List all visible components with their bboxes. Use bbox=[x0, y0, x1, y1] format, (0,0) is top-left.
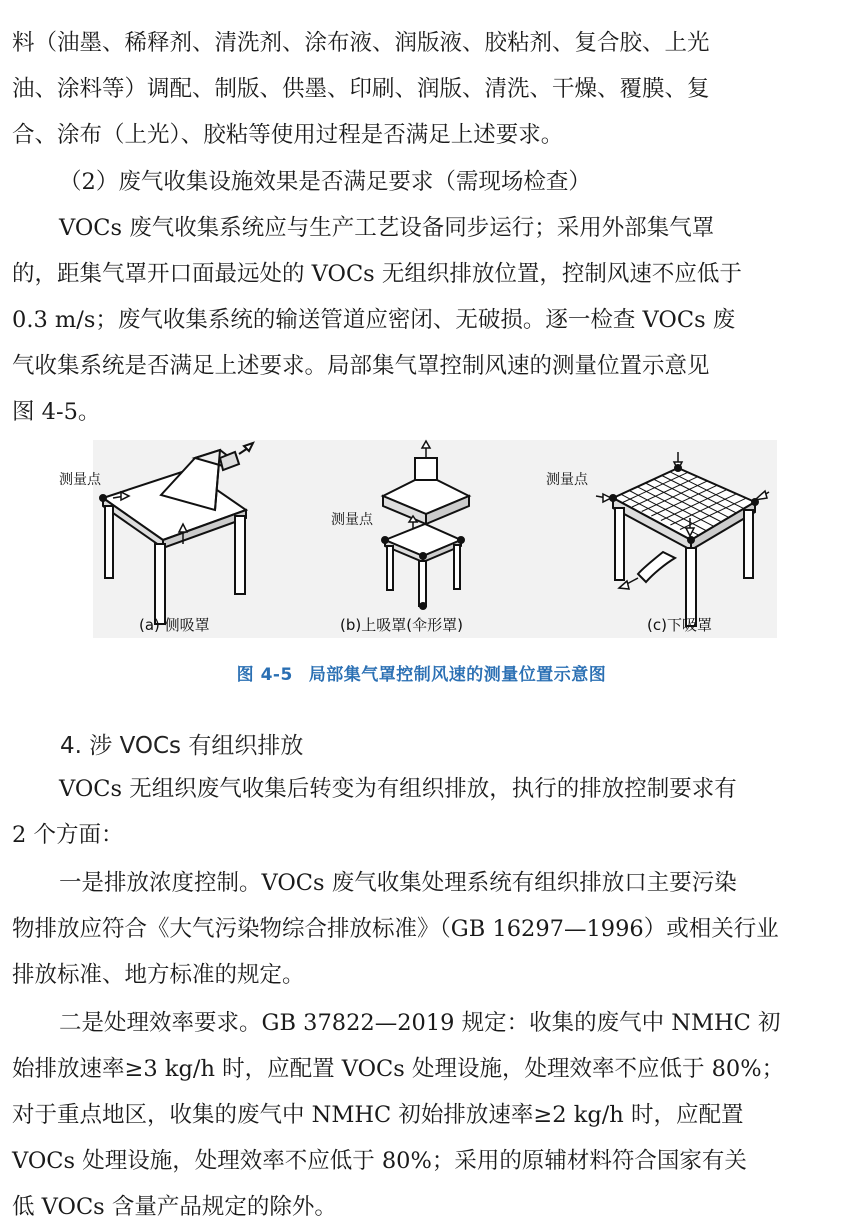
text-line: 合、涂布（上光）、胶粘等使用过程是否满足上述要求。 bbox=[12, 122, 564, 148]
label-b: 测量点 bbox=[331, 512, 373, 528]
text-line: 料（油墨、稀释剂、清洗剂、涂布液、润版液、胶粘剂、复合胶、上光 bbox=[12, 30, 710, 56]
text-line: 一是排放浓度控制。VOCs 废气收集处理系统有组织排放口主要污染 bbox=[59, 870, 737, 896]
text-line: 2 个方面： bbox=[12, 822, 124, 848]
text-line: 图 4-5。 bbox=[12, 399, 101, 425]
measure-point bbox=[688, 537, 694, 543]
paragraph-5 bbox=[12, 860, 824, 998]
paragraph-2 bbox=[12, 159, 824, 205]
text-line: 排放标准、地方标准的规定。 bbox=[12, 962, 305, 988]
text-line: 0.3 m/s；废气收集系统的输送管道应密闭、无破损。逐一检查 VOCs 废 bbox=[12, 307, 736, 333]
text-line: VOCs 处理设施，处理效率不应低于 80%；采用的原辅材料符合国家有关 bbox=[12, 1148, 747, 1174]
measure-point bbox=[420, 553, 426, 559]
figure-number: 图 4-5 bbox=[236, 665, 293, 685]
figure-4-5 bbox=[59, 440, 777, 638]
text-line: 油、涂料等）调配、制版、供墨、印刷、润版、清洗、干燥、覆膜、复 bbox=[12, 76, 710, 102]
paragraph-4 bbox=[12, 766, 824, 858]
paragraph-1 bbox=[12, 20, 824, 158]
paragraph-3 bbox=[12, 205, 824, 435]
text-line: 的，距集气罩开口面最远处的 VOCs 无组织排放位置，控制风速不应低于 bbox=[12, 261, 742, 287]
text-line: 物排放应符合《大气污染物综合排放标准》（GB 16297—1996）或相关行业 bbox=[12, 916, 779, 942]
text-line: 始排放速率≥3 kg/h 时，应配置 VOCs 处理设施，处理效率不应低于 80%； bbox=[12, 1056, 785, 1082]
figure-title: 局部集气罩控制风速的测量位置示意图 bbox=[308, 665, 607, 685]
label-c: 测量点 bbox=[546, 472, 588, 488]
text-line: （2）废气收集设施效果是否满足要求（需现场检查） bbox=[59, 169, 591, 195]
hood-diagram bbox=[59, 440, 777, 638]
measure-point bbox=[458, 537, 464, 543]
figure-caption bbox=[0, 660, 843, 685]
table-leg bbox=[235, 516, 245, 594]
text-line: VOCs 废气收集系统应与生产工艺设备同步运行；采用外部集气罩 bbox=[59, 215, 715, 241]
label-a: 测量点 bbox=[59, 472, 101, 488]
measure-point bbox=[675, 465, 681, 471]
text-line: 气收集系统是否满足上述要求。局部集气罩控制风速的测量位置示意见 bbox=[12, 353, 710, 379]
measure-point bbox=[420, 603, 426, 609]
text-line: 对于重点地区，收集的废气中 NMHC 初始排放速率≥2 kg/h 时，应配置 bbox=[12, 1102, 744, 1128]
table-leg bbox=[387, 546, 393, 590]
caption-c: (c)下吸罩 bbox=[647, 616, 712, 634]
table-leg bbox=[744, 510, 753, 578]
caption-a: (a) 侧吸罩 bbox=[139, 616, 210, 634]
measure-point bbox=[752, 499, 758, 505]
section-heading: 4. 涉 VOCs 有组织排放 bbox=[60, 733, 304, 759]
measure-point bbox=[100, 495, 106, 501]
table-leg bbox=[686, 548, 696, 626]
text-line: 低 VOCs 含量产品规定的除外。 bbox=[12, 1194, 337, 1220]
table-leg bbox=[454, 545, 460, 589]
text-line: 二是处理效率要求。GB 37822—2019 规定：收集的废气中 NMHC 初 bbox=[59, 1010, 781, 1036]
text-line: VOCs 无组织废气收集后转变为有组织排放，执行的排放控制要求有 bbox=[59, 776, 737, 802]
caption-b: (b)上吸罩(伞形罩) bbox=[340, 616, 463, 634]
measure-point bbox=[382, 537, 388, 543]
table-leg bbox=[615, 508, 624, 580]
measure-point bbox=[610, 495, 616, 501]
table-leg bbox=[155, 544, 165, 624]
table-leg bbox=[419, 561, 426, 606]
table-leg bbox=[105, 506, 113, 578]
paragraph-6 bbox=[12, 1000, 824, 1230]
